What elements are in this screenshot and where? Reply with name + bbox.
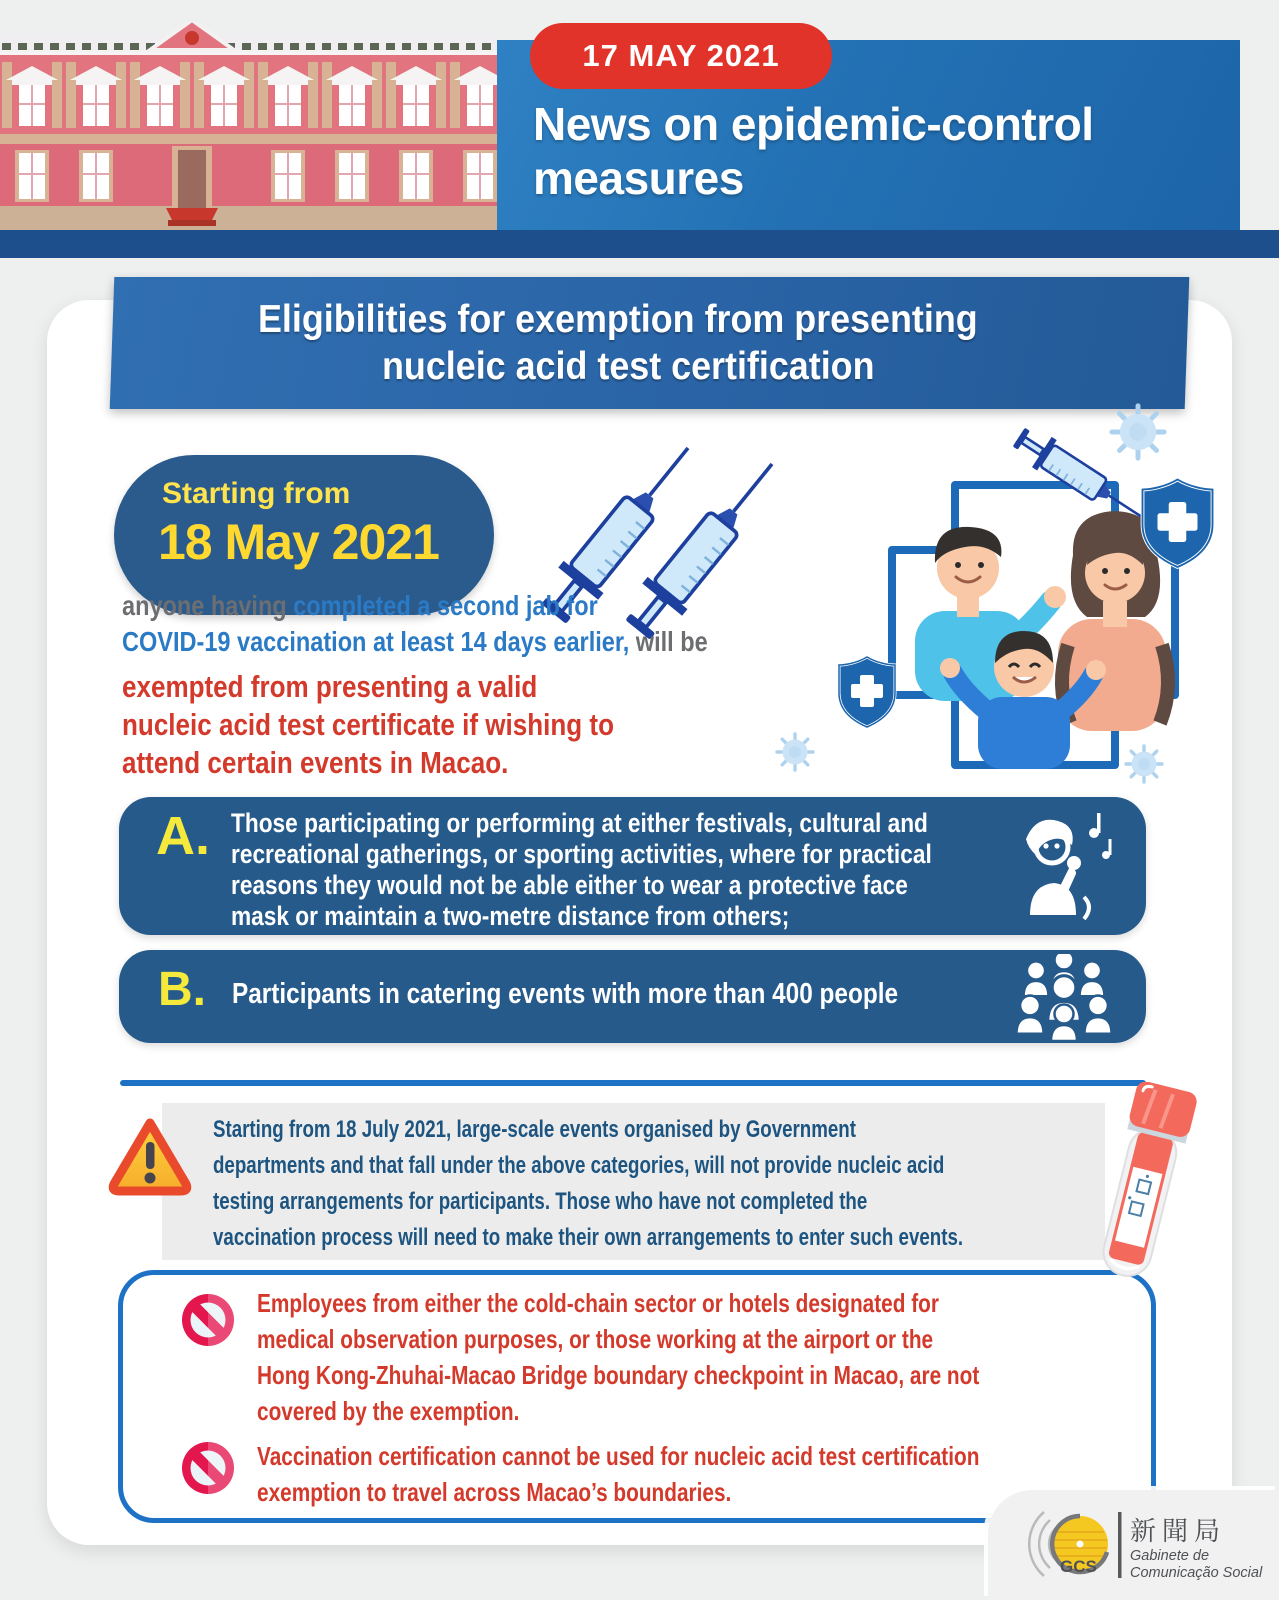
page-title-line1: News on epidemic-control [533,98,1094,150]
warning-line3: testing arrangements for participants. Those who have not completed the [213,1188,868,1215]
gcs-logo-panel [988,1490,1279,1600]
vaccinated-family-illustration [815,405,1220,800]
logo-portuguese-line2: Comunicação Social [1130,1565,1263,1581]
logo-acronym: GCS [1060,1557,1097,1576]
shield-cross-icon [839,657,895,727]
prohibition-icon [181,1293,235,1347]
intro-red-line2: nucleic acid test certificate if wishing to [122,707,614,742]
intro-red-line1: exempted from presenting a valid [122,669,538,704]
item-b-label: B. [158,963,206,1016]
warning-line4: vaccination process will need to make their own arrangements to enter such events. [213,1224,964,1251]
restriction-1-text [257,1285,1160,1429]
date-badge-label: 17 MAY 2021 [582,38,780,73]
warning-line1: Starting from 18 July 2021, large-scale events organised by Government [213,1116,856,1143]
intro-line1-gray: anyone having [122,590,294,621]
logo-portuguese-line1: Gabinete de [1130,1548,1210,1564]
section-divider-line [120,1080,1146,1086]
building-door [166,146,218,226]
item-a-label: A. [156,806,210,866]
eligibility-item-b [119,950,1146,1043]
intro-line1-blue: completed a second jab for [293,590,598,621]
intro-line2 [122,624,819,660]
item-a-line4: mask or maintain a two-metre distance from others; [231,901,790,931]
starting-date: 18 May 2021 [158,514,439,570]
section-banner [110,277,1190,409]
item-a-text [231,808,1065,932]
page-title [533,97,1094,205]
item-a-line1: Those participating or performing at either festivals, cultural and [231,808,928,838]
warning-line2: departments and that fall under the above categories, will not provide nucleic acid [213,1152,945,1179]
prohibition-icon [181,1441,235,1495]
item-a-line2: recreational gatherings, or sporting activities, where for practical [231,839,932,869]
restriction-2-line1: Vaccination certification cannot be used for nucleic acid test certification [257,1441,980,1471]
banner-line2: nucleic acid test certification [381,345,875,388]
date-badge [530,23,832,89]
logo-divider [1118,1512,1122,1578]
warning-triangle-icon [104,1114,196,1198]
intro-paragraph [122,588,819,782]
starting-from-label: Starting from [162,477,351,510]
eligibility-item-a [119,797,1146,935]
header-divider-strip [0,230,1279,258]
restriction-1-line2: medical observation purposes, or those working at the airport or the [257,1324,934,1354]
page-title-line2: measures [533,152,744,204]
intro-line2-blue: COVID-19 vaccination at least 14 days earlier, [122,626,630,657]
section-banner-title [112,277,1187,409]
government-building-illustration [0,22,497,230]
intro-red-line3: attend certain events in Macao. [122,745,509,780]
item-a-line3: reasons they would not be able either to wear a protective face [231,870,908,900]
item-b-text: Participants in catering events with more than 400 people [232,978,899,1010]
restriction-2-line2: exemption to travel across Macao’s boundaries. [257,1477,732,1507]
restriction-1-line1: Employees from either the cold-chain sector or hotels designated for [257,1288,939,1318]
crowd-icon [1014,954,1114,1040]
singer-icon [1014,811,1118,921]
restriction-1-line3: Hong Kong-Zhuhai-Macao Bridge boundary checkpoint in Macao, are not [257,1360,980,1390]
intro-red-statement [122,668,819,782]
logo-chinese-name: 新聞局 [1130,1516,1227,1546]
warning-text [213,1112,1175,1256]
intro-line2-gray: will be [629,626,708,657]
test-tube-icon [1085,1082,1205,1282]
gcs-logo [1002,1502,1270,1590]
banner-line1: Eligibilities for exemption from presenting [258,298,979,341]
intro-line1 [122,588,819,624]
restrictions-panel [118,1270,1156,1523]
restriction-1-line4: covered by the exemption. [257,1396,520,1426]
